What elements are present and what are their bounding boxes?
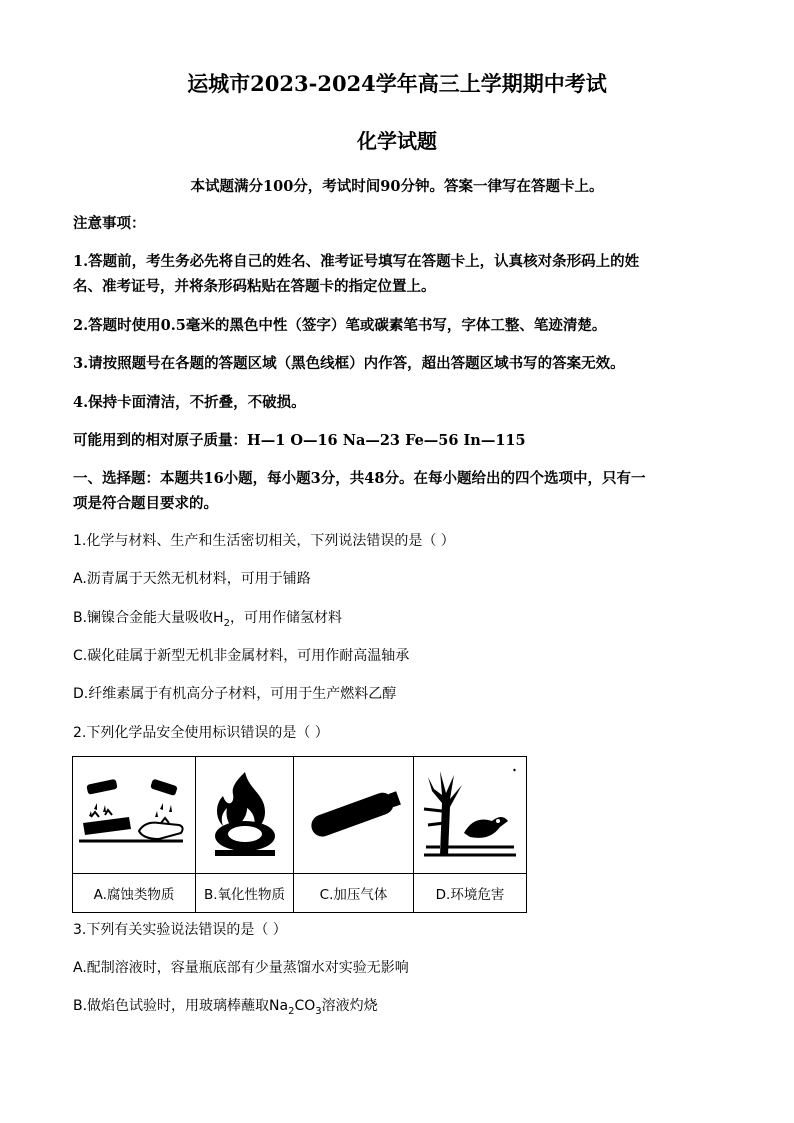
- section-1-heading-line-2: 项是符合题目要求的。: [73, 495, 218, 512]
- corrosive-icon: [79, 773, 189, 853]
- sign-caption-a: A.腐蚀类物质: [73, 874, 196, 913]
- question-3-stem: 3.下列有关实验说法错误的是（ ）: [73, 922, 287, 938]
- question-1-option-c: C.碳化硅属于新型无机非金属材料，可用作耐高温轴承: [73, 648, 410, 664]
- sign-cell-d: [414, 757, 527, 874]
- sign-cell-a: [73, 757, 196, 874]
- question-3-option-b: B.做焰色试验时，用玻璃棒蘸取$Na_2CO_3$溶液灼烧: [73, 998, 378, 1017]
- sign-caption-c: C.加压气体: [294, 874, 414, 913]
- exam-note: 本试题满分100分，考试时间90分钟。答案一律写在答题卡上。: [190, 178, 604, 195]
- note-item-4: 4.保持卡面清洁，不折叠，不破损。: [73, 394, 306, 411]
- atomic-masses: 可能用到的相对原子质量：H—1 O—16 Na—23 Fe—56 In—115: [73, 432, 526, 449]
- note-item-1-line-2: 名、准考证号，并将条形码粘贴在答题卡的指定位置上。: [73, 278, 436, 295]
- notes-heading: 注意事项：: [73, 215, 146, 232]
- question-2-stem: 2.下列化学品安全使用标识错误的是（ ）: [73, 725, 329, 741]
- question-1-stem: 1.化学与材料、生产和生活密切相关，下列说法错误的是（ ）: [73, 533, 455, 549]
- note-item-2: 2.答题时使用0.5毫米的黑色中性（签字）笔或碳素笔书写，字体工整、笔迹清楚。: [73, 317, 607, 334]
- note-item-1-line-1: 1.答题前，考生务必先将自己的姓名、准考证号填写在答题卡上，认真核对条形码上的姓: [73, 253, 640, 270]
- exam-title: 运城市2023-2024学年高三上学期期中考试: [187, 71, 607, 96]
- question-1-option-a: A.沥青属于天然无机材料，可用于铺路: [73, 571, 311, 587]
- sign-cell-b: [196, 757, 294, 874]
- sign-caption-b: B.氧化性物质: [196, 874, 294, 913]
- flame-icon: [207, 768, 283, 858]
- note-item-3: 3.请按照题号在各题的答题区域（黑色线框）内作答，超出答题区域书写的答案无效。: [73, 355, 625, 372]
- exam-subtitle: 化学试题: [357, 129, 437, 153]
- question-1-option-d: D.纤维素属于有机高分子材料，可用于生产燃料乙醇: [73, 686, 397, 702]
- question-1-option-b: B.镧镍合金能大量吸收$H_2$，可用作储氢材料: [73, 610, 342, 629]
- question-3-option-a: A.配制溶液时，容量瓶底部有少量蒸馏水对实验无影响: [73, 960, 409, 976]
- gas-cylinder-icon: [301, 783, 407, 843]
- section-1-heading-line-1: 一、选择题：本题共16小题，每小题3分，共48分。在每小题给出的四个选项中，只有一: [73, 470, 646, 487]
- environment-hazard-icon: [420, 763, 520, 863]
- sign-cell-c: [294, 757, 414, 874]
- sign-caption-d: D.环境危害: [414, 874, 527, 913]
- hazard-signs-table: [72, 756, 527, 913]
